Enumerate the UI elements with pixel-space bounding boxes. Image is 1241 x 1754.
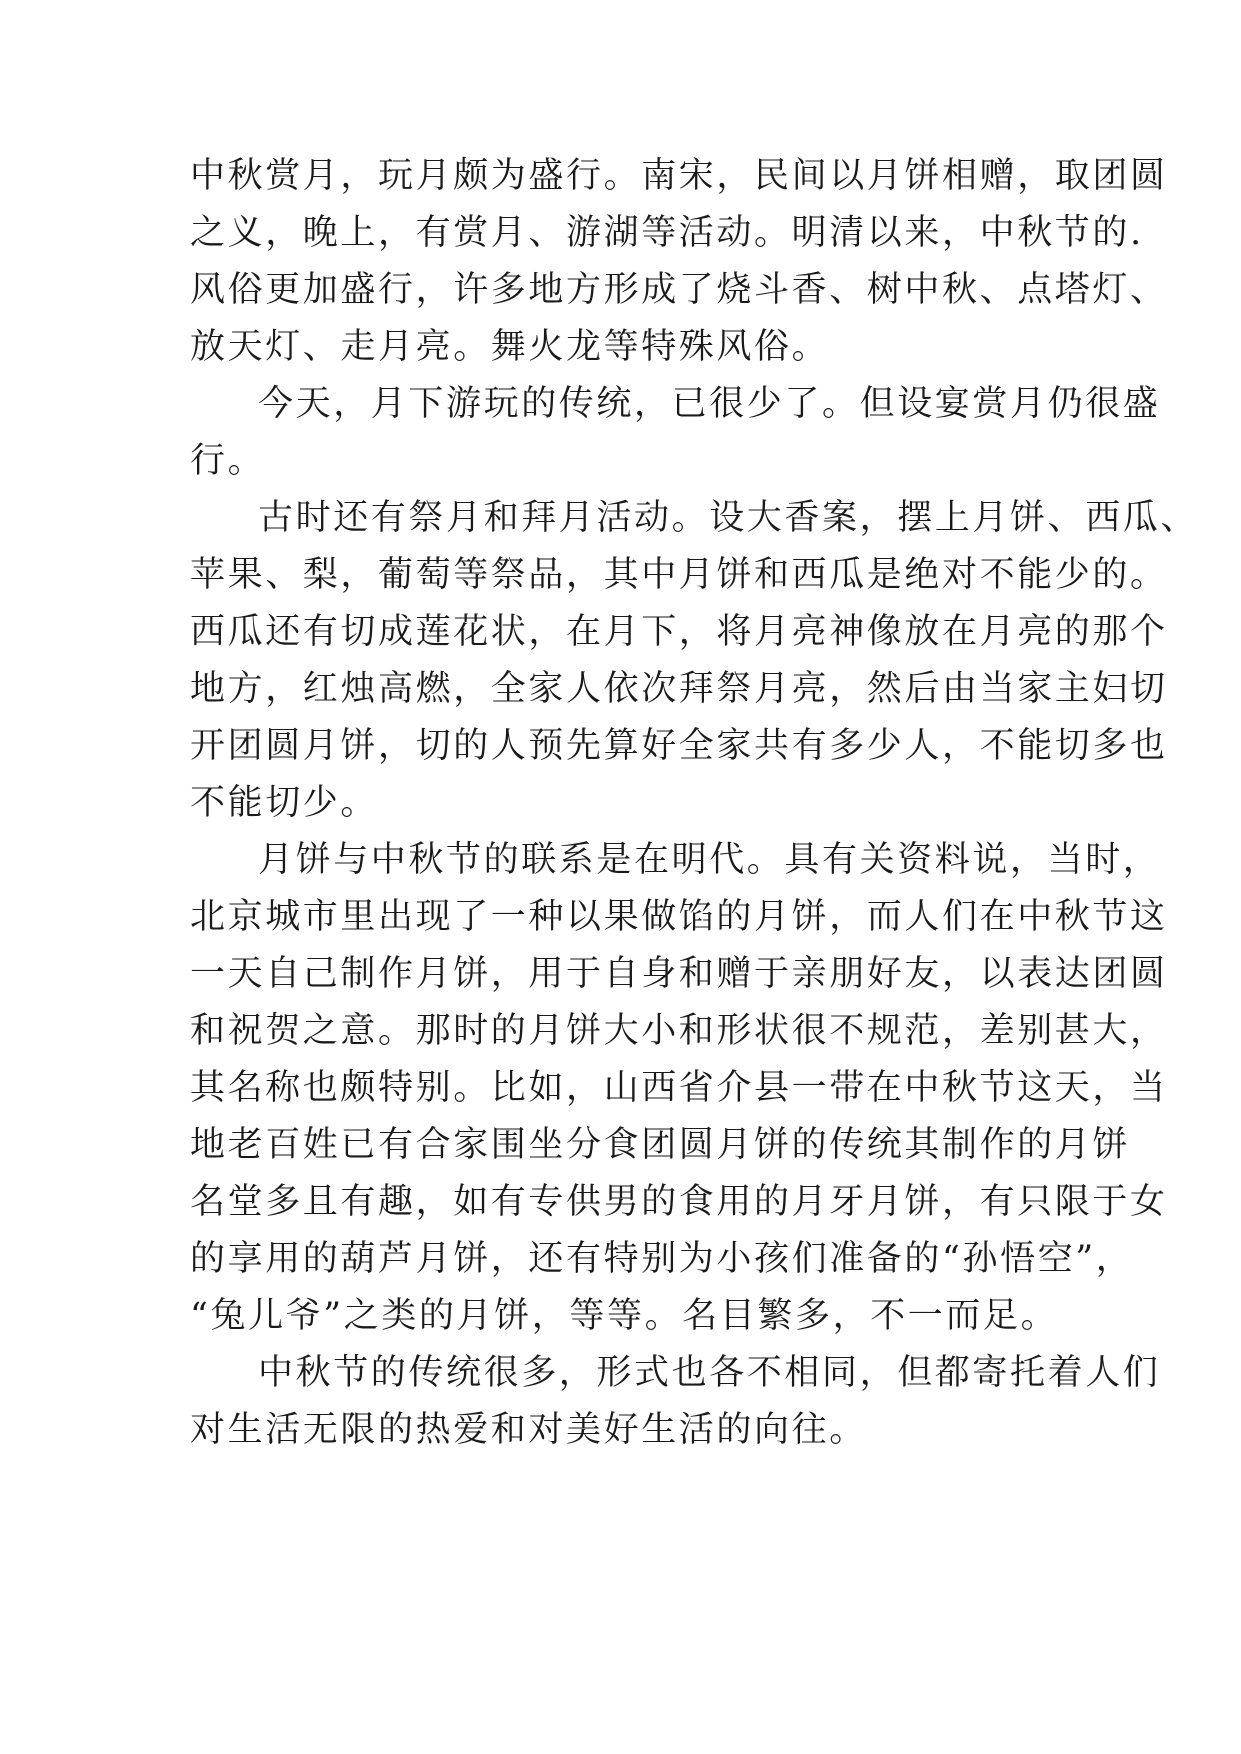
document-body	[190, 148, 1199, 1459]
text-line: 之义，晚上，有赏月、游湖等活动。明清以来，中秋节的.	[190, 213, 1144, 253]
text-line: 北京城市里出现了一种以果做馅的月饼，而人们在中秋节这	[190, 897, 1168, 937]
text-line: 中秋赏月，玩月颇为盛行。南宋，民间以月饼相赠，取团圆	[190, 156, 1168, 196]
paragraph-1	[190, 148, 1168, 376]
text-line: 不能切少。	[190, 783, 379, 823]
text-line: 对生活无限的热爱和对美好生活的向往。	[190, 1410, 867, 1450]
text-line: 今天，月下游玩的传统，已很少了。但设宴赏月仍很盛	[258, 384, 1161, 424]
text-line: 的享用的葫芦月饼，还有特别为小孩们准备的“孙悟空”，	[190, 1239, 1134, 1279]
text-line: “兔儿爷”之类的月饼，等等。名目繁多，不一而足。	[190, 1296, 1059, 1336]
text-line: 一天自己制作月饼，用于自身和赠于亲朋好友，以表达团圆	[190, 954, 1168, 994]
text-line: 中秋节的传统很多，形式也各不相同，但都寄托着人们	[258, 1353, 1161, 1393]
text-line: 地老百姓已有合家围坐分食团圆月饼的传统其制作的月饼	[190, 1125, 1131, 1165]
text-line: 开团圆月饼，切的人预先算好全家共有多少人，不能切多也	[190, 726, 1168, 766]
text-line: 行。	[190, 441, 266, 481]
text-line: 西瓜还有切成莲花状，在月下，将月亮神像放在月亮的那个	[190, 612, 1168, 652]
text-line: 地方，红烛高燃，全家人依次拜祭月亮，然后由当家主妇切	[190, 669, 1168, 709]
paragraph-3	[190, 490, 1199, 832]
text-line: 名堂多且有趣，如有专供男的食用的月牙月饼，有只限于女	[190, 1182, 1168, 1222]
text-line: 苹果、梨，葡萄等祭品，其中月饼和西瓜是绝对不能少的。	[190, 555, 1168, 595]
paragraph-5	[190, 1345, 1161, 1459]
paragraph-2	[190, 376, 1161, 490]
text-line: 其名称也颇特别。比如，山西省介县一带在中秋节这天，当	[190, 1068, 1168, 1108]
text-line: 月饼与中秋节的联系是在明代。具有关资料说，当时，	[258, 840, 1161, 880]
text-line: 古时还有祭月和拜月活动。设大香案，摆上月饼、西瓜、	[258, 498, 1199, 538]
paragraph-4	[190, 832, 1168, 1345]
text-line: 和祝贺之意。那时的月饼大小和形状很不规范，差别甚大，	[190, 1011, 1168, 1051]
text-line: 风俗更加盛行，许多地方形成了烧斗香、树中秋、点塔灯、	[190, 270, 1168, 310]
text-line: 放天灯、走月亮。舞火龙等特殊风俗。	[190, 327, 830, 367]
